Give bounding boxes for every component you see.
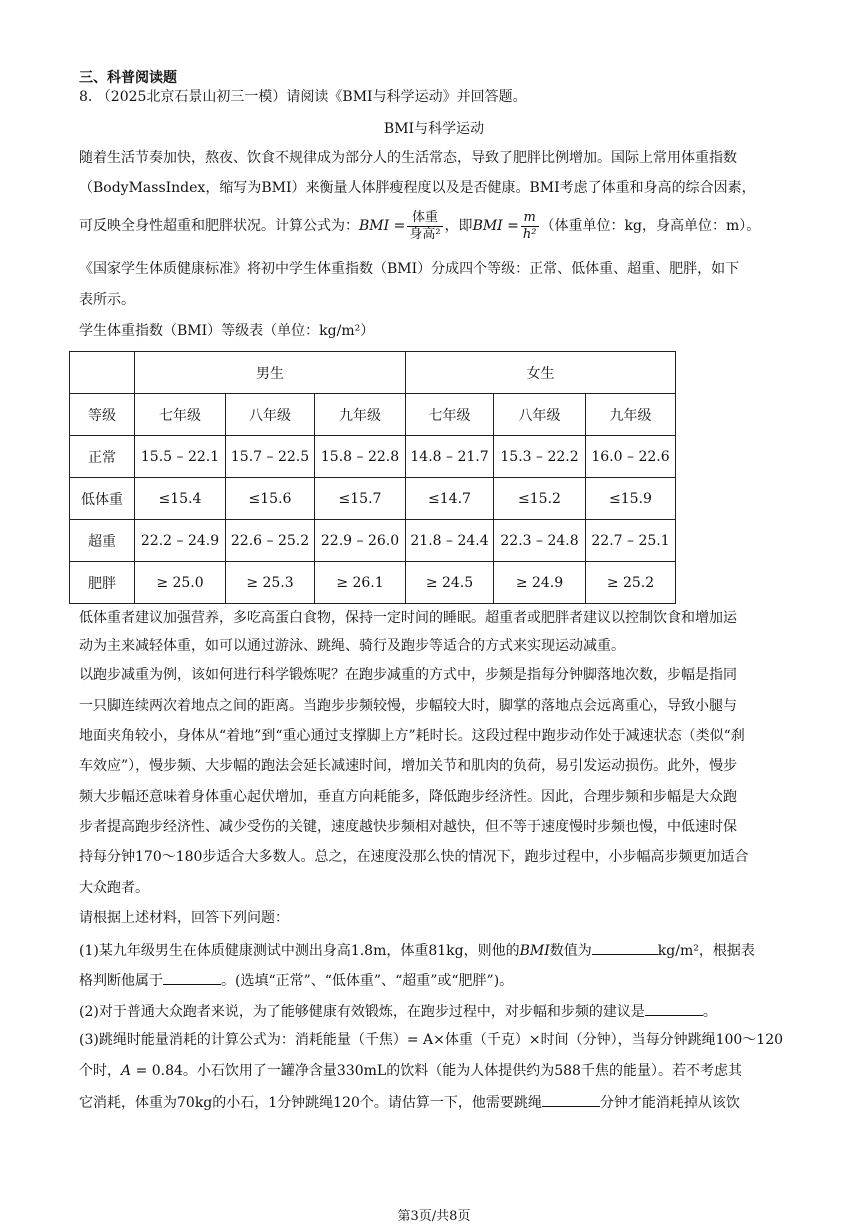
- group-header-female: 女生: [406, 352, 676, 394]
- question-1-line-2: [79, 970, 513, 990]
- bmi-grade-table: [69, 351, 676, 604]
- table-cell: 14.8 – 21.7: [406, 436, 494, 478]
- table-corner-cell: [70, 352, 135, 394]
- group-header-male: 男生: [135, 352, 406, 394]
- formula-intro: 可反映全身性超重和肥胖状况。计算公式为：: [79, 218, 359, 234]
- question-text: 它消耗，体重为70kg的小石，1分钟跳绳120个。请估算一下，他需要跳绳: [79, 1095, 542, 1111]
- question-header: 8. （2025北京石景山初三一模）请阅读《BMI与科学运动》并回答题。: [79, 89, 527, 105]
- grade-header: 九年级: [586, 394, 676, 436]
- bmi-formula-lhs: BMI =: [359, 218, 406, 234]
- row-header: 超重: [70, 520, 135, 562]
- table-row: [70, 478, 676, 520]
- paragraph-line: 地面夹角较小，身体从“着地”到“重心通过支撑脚上方”耗时长。这段过程中跑步动作处于减速状态（类似“刹: [79, 728, 745, 744]
- table-cell: 22.7 – 25.1: [586, 520, 676, 562]
- table-cell: ≥ 25.3: [226, 562, 315, 604]
- table-cell: 16.0 – 22.6: [586, 436, 676, 478]
- page-number: 第3页/共8页: [397, 1209, 471, 1224]
- table-cell: 15.8 – 22.8: [315, 436, 406, 478]
- table-cell: ≤14.7: [406, 478, 494, 520]
- fraction-numerator: 体重: [407, 210, 442, 227]
- table-cell: 22.9 – 26.0: [315, 520, 406, 562]
- paragraph-line: 随着生活节奏加快，熬夜、饮食不规律成为部分人的生活常态，导致了肥胖比例增加。国际上常用体重指数: [79, 150, 737, 166]
- paragraph-line: 频大步幅还意味着身体重心起伏增加，垂直方向耗能多，降低跑步经济性。因此，合理步频和步幅是大众跑: [79, 789, 737, 805]
- table-cell: ≤15.7: [315, 478, 406, 520]
- table-caption: 学生体重指数（BMI）等级表（单位：kg/m²）: [79, 323, 375, 339]
- question-text: = 0.84。小石饮用了一罐净含量330mL的饮料（能为人体提供约为588千焦的能量）。若不考虑其: [131, 1063, 742, 1079]
- row-header: 等级: [70, 394, 135, 436]
- questions-intro: 请根据上述材料，回答下列问题：: [79, 910, 289, 926]
- question-text: 分钟才能消耗掉从该饮: [599, 1095, 740, 1111]
- grade-header: 七年级: [135, 394, 226, 436]
- question-text: kg/m²，根据表: [657, 943, 755, 959]
- question-text: 。: [702, 1004, 717, 1020]
- bmi-fraction-symbolic: [521, 210, 539, 243]
- question-text: 格判断他属于: [79, 973, 163, 989]
- table-row: [70, 436, 676, 478]
- variable-a: A: [121, 1063, 132, 1079]
- table-cell: 15.5 – 22.1: [135, 436, 226, 478]
- bmi-symbol: BMI: [519, 943, 550, 959]
- paragraph-line: 动为主来减轻体重，如可以通过游泳、跳绳、骑行及跑步等适合的方式来实现运动减重。: [79, 638, 625, 654]
- paragraph-line: （BodyMassIndex，缩写为BMI）来衡量人体胖瘦程度以及是否健康。BMI考虑了体重和身高的综合因素，: [79, 180, 756, 196]
- table-cell: 15.3 – 22.2: [494, 436, 586, 478]
- formula-units: （体重单位：kg，身高单位：m）。: [540, 218, 761, 234]
- bmi-fraction: [407, 210, 442, 243]
- question-3-line-3: [79, 1092, 740, 1112]
- table-cell: ≥ 24.5: [406, 562, 494, 604]
- grade-header: 八年级: [494, 394, 586, 436]
- formula-line: [79, 208, 760, 248]
- paragraph-line: 《国家学生体质健康标准》将初中学生体重指数（BMI）分成四个等级：正常、低体重、超重、肥胖，如下: [79, 261, 740, 277]
- fraction-denominator: 身高²: [409, 226, 441, 242]
- table-grade-row: [70, 394, 676, 436]
- table-cell: ≥ 25.2: [586, 562, 676, 604]
- grade-header: 七年级: [406, 394, 494, 436]
- paragraph-line: 一只脚连续两次着地点之间的距离。当跑步步频较慢，步幅较大时，脚掌的落地点会远离重心，导致小腿与: [79, 698, 737, 714]
- row-header: 肥胖: [70, 562, 135, 604]
- question-2: [79, 1001, 717, 1021]
- table-cell: 21.8 – 24.4: [406, 520, 494, 562]
- question-text: 个时，: [79, 1063, 121, 1079]
- question-text: (2)对于普通大众跑者来说，为了能够健康有效锻炼，在跑步过程中，对步幅和步频的建议是: [79, 1004, 645, 1020]
- row-header: 正常: [70, 436, 135, 478]
- formula-connector: ，即: [444, 218, 473, 234]
- question-text: 数值为: [549, 943, 592, 959]
- paragraph-line: 大众跑者。: [79, 880, 149, 896]
- paragraph-line: 低体重者建议加强营养，多吃高蛋白食物，保持一定时间的睡眠。超重者或肥胖者建议以控制饮食和增加运: [79, 610, 737, 626]
- table-cell: 22.3 – 24.8: [494, 520, 586, 562]
- table-cell: ≤15.6: [226, 478, 315, 520]
- question-text: (1)某九年级男生在体质健康测试中测出身高1.8m，体重81kg，则他的: [79, 943, 520, 959]
- grade-header: 九年级: [315, 394, 406, 436]
- paragraph-line: 持每分钟170～180步适合大多数人。总之，在速度没那么快的情况下，跑步过程中，小步幅高步频更加适合: [79, 849, 749, 865]
- table-cell: 22.2 – 24.9: [135, 520, 226, 562]
- question-1-line-1: [79, 940, 755, 960]
- row-header: 低体重: [70, 478, 135, 520]
- question-text: 。(选填“正常”、“低体重”、“超重”或“肥胖”)。: [221, 973, 514, 989]
- table-cell: 15.7 – 22.5: [226, 436, 315, 478]
- table-cell: ≥ 24.9: [494, 562, 586, 604]
- table-cell: 22.6 – 25.2: [226, 520, 315, 562]
- question-3-line-1: (3)跳绳时能量消耗的计算公式为：消耗能量（千焦）= A×体重（千克）×时间（分钟），当每分钟跳绳100～120: [79, 1032, 784, 1048]
- answer-blank[interactable]: [542, 1092, 600, 1107]
- table-cell: ≤15.9: [586, 478, 676, 520]
- fraction-numerator: m: [521, 210, 539, 227]
- paragraph-line: 步者提高跑步经济性、减少受伤的关键，速度越快步频相对越快，但不等于速度慢时步频也慢，中低速时保: [79, 819, 737, 835]
- bmi-formula2-lhs: BMI =: [472, 218, 519, 234]
- answer-blank[interactable]: [645, 1001, 703, 1016]
- section-title: 三、科普阅读题: [79, 70, 177, 86]
- table-row: [70, 562, 676, 604]
- article-title: BMI与科学运动: [383, 121, 485, 137]
- fraction-denominator: h²: [522, 226, 537, 242]
- question-3-line-2: [79, 1062, 742, 1080]
- table-header-row: [70, 352, 676, 394]
- table-cell: ≥ 25.0: [135, 562, 226, 604]
- paragraph-line: 表所示。: [79, 292, 135, 308]
- paragraph-line: 以跑步减重为例，该如何进行科学锻炼呢？在跑步减重的方式中，步频是指每分钟脚落地次数，步幅是指同: [79, 667, 737, 683]
- paragraph-line: 车效应”），慢步频、大步幅的跑法会延长减速时间，增加关节和肌肉的负荷，易引发运动损伤。此外，慢步: [79, 758, 738, 774]
- answer-blank[interactable]: [163, 970, 221, 985]
- table-cell: ≤15.2: [494, 478, 586, 520]
- grade-header: 八年级: [226, 394, 315, 436]
- answer-blank[interactable]: [592, 940, 658, 955]
- table-row: [70, 520, 676, 562]
- table-cell: ≤15.4: [135, 478, 226, 520]
- table-cell: ≥ 26.1: [315, 562, 406, 604]
